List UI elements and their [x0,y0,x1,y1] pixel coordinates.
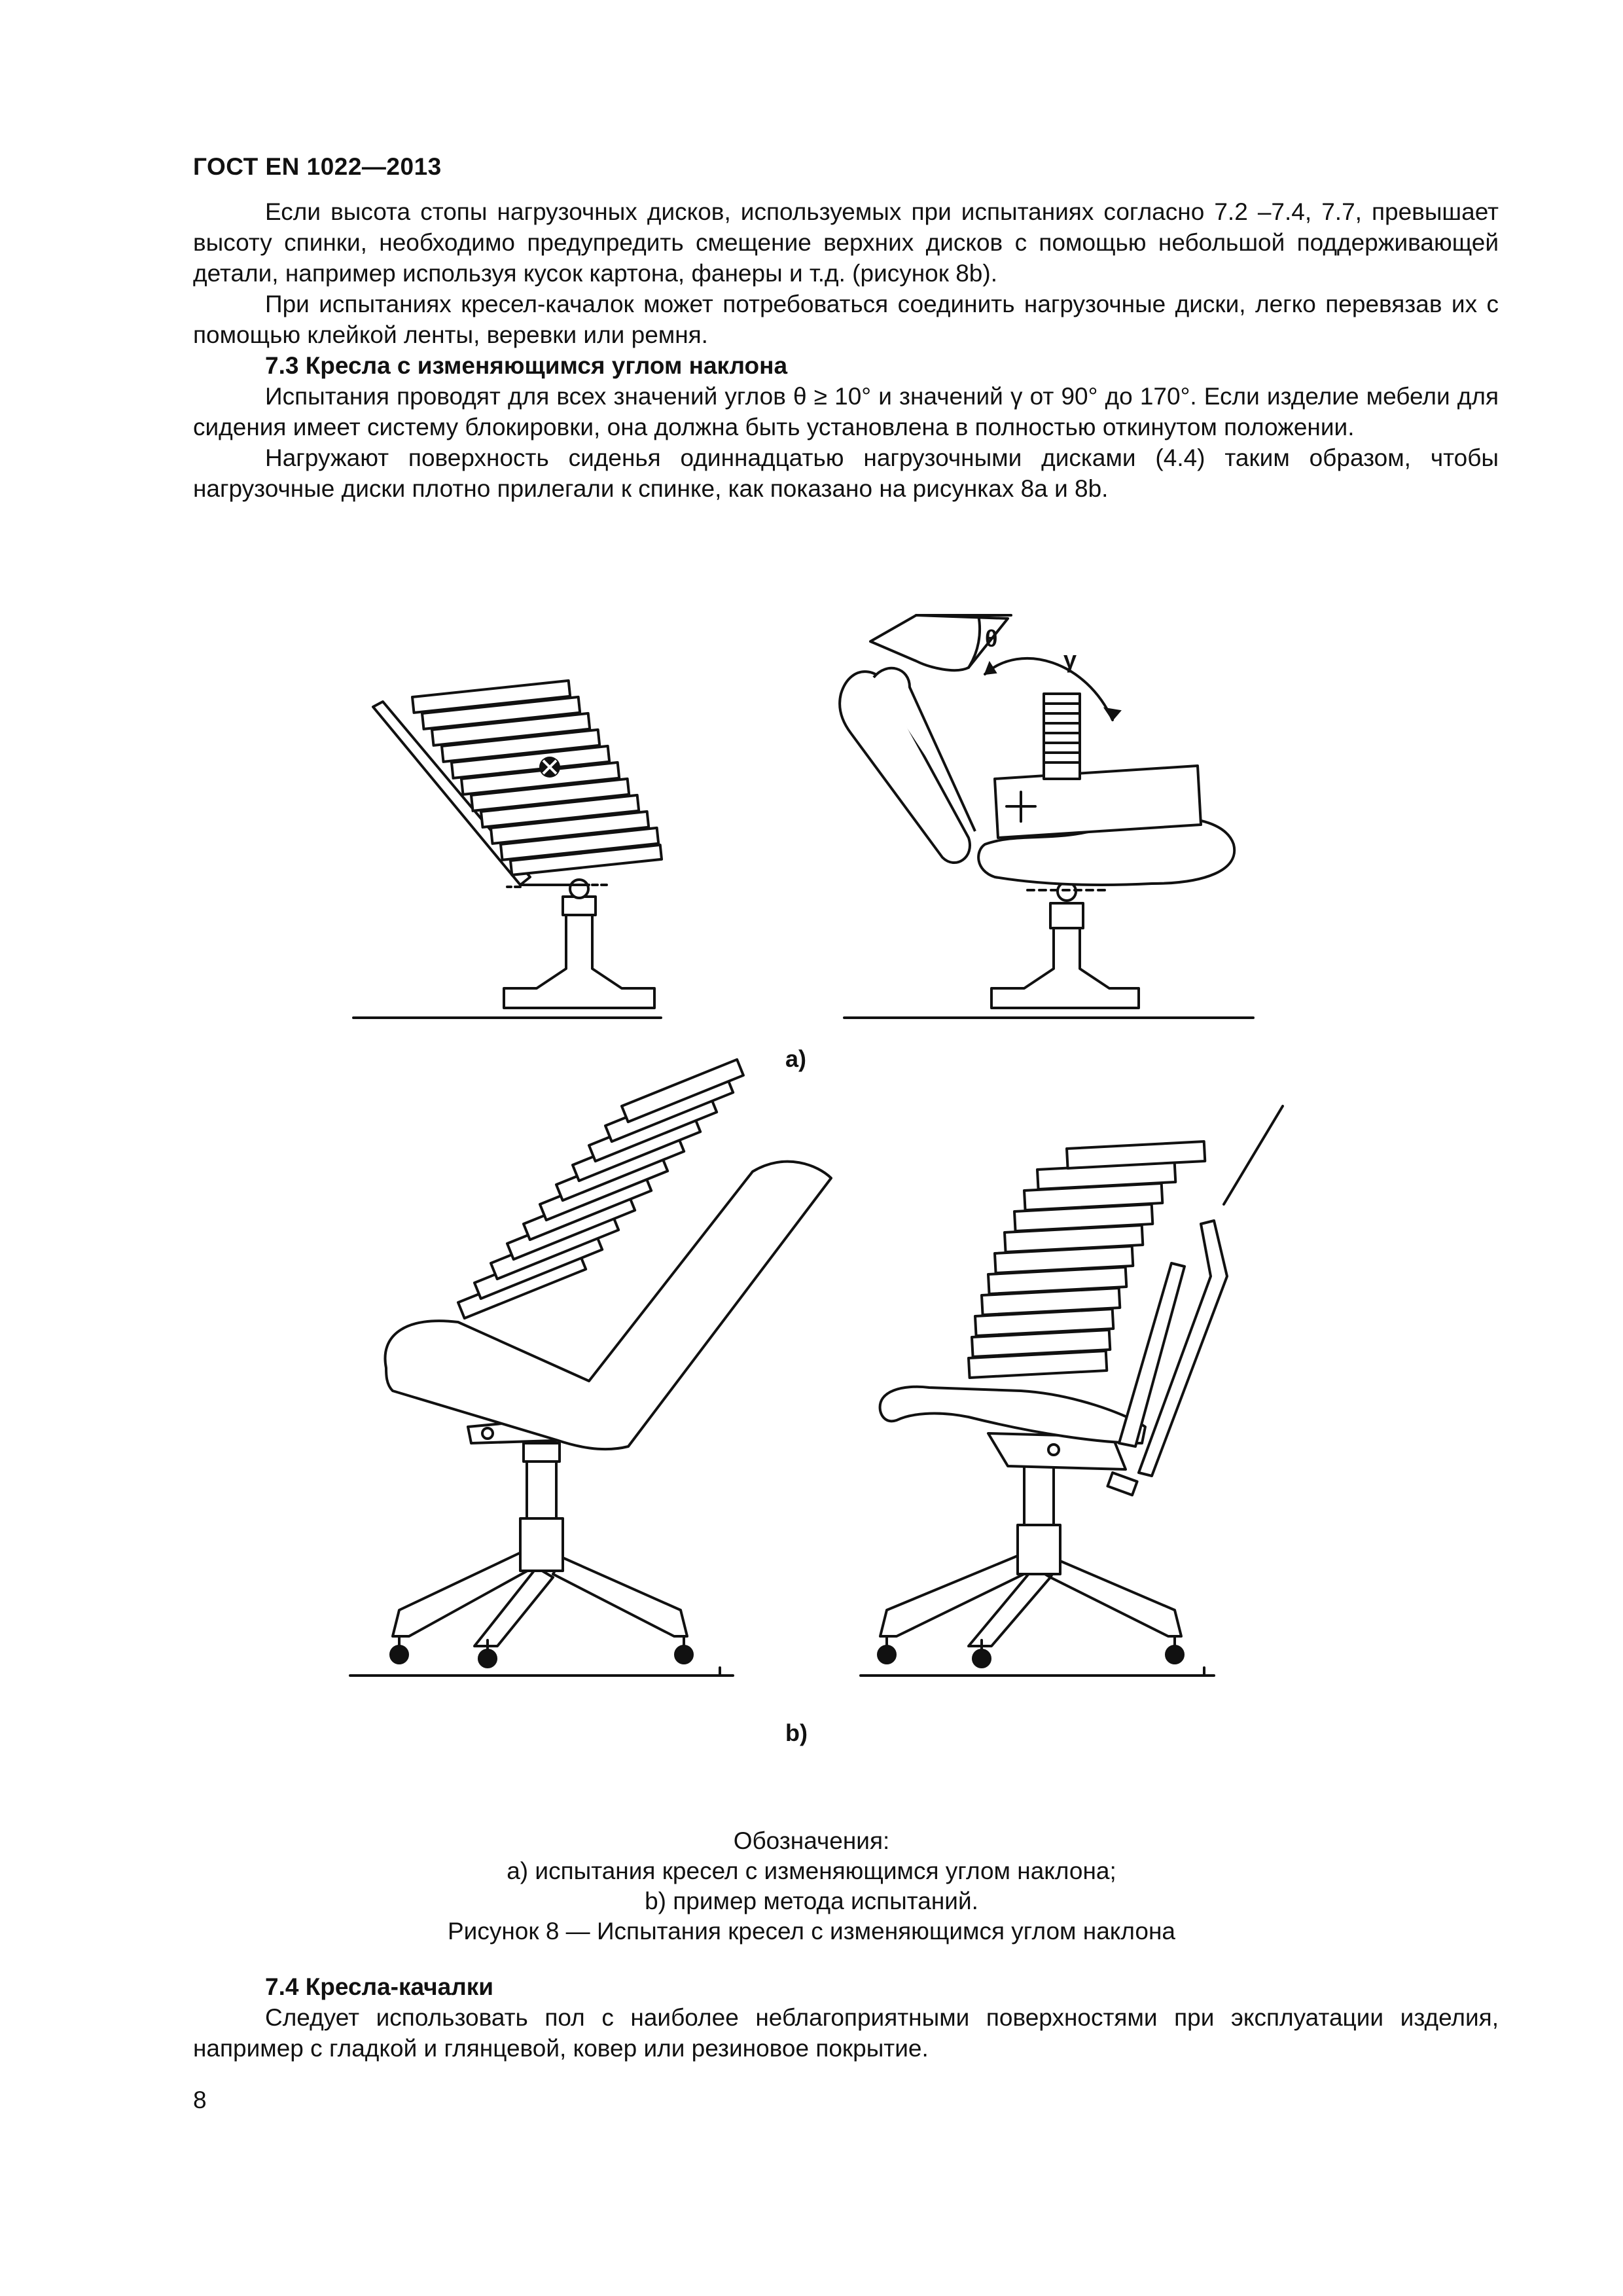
legend-title: Обозначения: [733,1827,890,1854]
figure-caption: Рисунок 8 — Испытания кресел с изменяющимся углом наклона [448,1918,1175,1945]
legend-item-b: b) пример метода испытаний. [645,1888,978,1914]
section-7-3-paragraph-2: Нагружают поверхность сиденья одиннадцатью нагрузочными дисками (4.4) таким образом, чтобы нагрузочные диски плотно прилегали к спинке, как показано на рисунках 8a и 8b. [193,444,1499,502]
legend-item-a: a) испытания кресел с изменяющимся углом наклона; [507,1857,1116,1884]
section-7-4-title: 7.4 Кресла-качалки [265,1973,493,2000]
angle-theta-label: θ [985,625,998,652]
section-7-3-paragraph-1: Испытания проводят для всех значений углов θ ≥ 10° и значений γ от 90° до 170°. Если изделие мебели для сидения имеет систему блокировки, она должна быть установлена в полностью откинутом положении. [193,383,1499,440]
chair-b-right [861,1106,1283,1676]
chair-b-left [350,1060,831,1676]
figure-label-b: b) [785,1719,808,1746]
intro-paragraph-1: Если высота стопы нагрузочных дисков, используемых при испытаниях согласно 7.2 –7.4, 7.7, превышает высоту спинки, необходимо предупредить смещение верхних дисков с помощью небольшой поддерживающей детали, например используя кусок картона, фанеры и т.д. (рисунок 8b). [193,198,1499,287]
angle-gamma-label: γ [1063,646,1077,673]
section-7-4-paragraph-1: Следует использовать пол с наиболее неблагоприятными поверхностями при эксплуатации изделия, например с гладкой и глянцевой, ковер или резиновое покрытие. [193,2004,1499,2062]
figure-8-drawing [0,563,1623,1793]
section-7-3-title: 7.3 Кресла с изменяющимся углом наклона [265,352,788,379]
body-text [193,196,1499,504]
figure-caption-block [0,1826,1623,1946]
document-code: ГОСТ EN 1022—2013 [193,153,442,180]
figure-label-a: a) [785,1045,807,1072]
section-7-4 [193,1971,1499,2064]
chair-a-right [840,615,1253,1018]
intro-paragraph-2: При испытаниях кресел-качалок может потребоваться соединить нагрузочные диски, легко перевязав их с помощью клейкой ленты, веревки или ремня. [193,291,1499,348]
page-number: 8 [193,2087,207,2113]
figure-8 [0,563,1623,1793]
chair-a-left [353,681,662,1018]
